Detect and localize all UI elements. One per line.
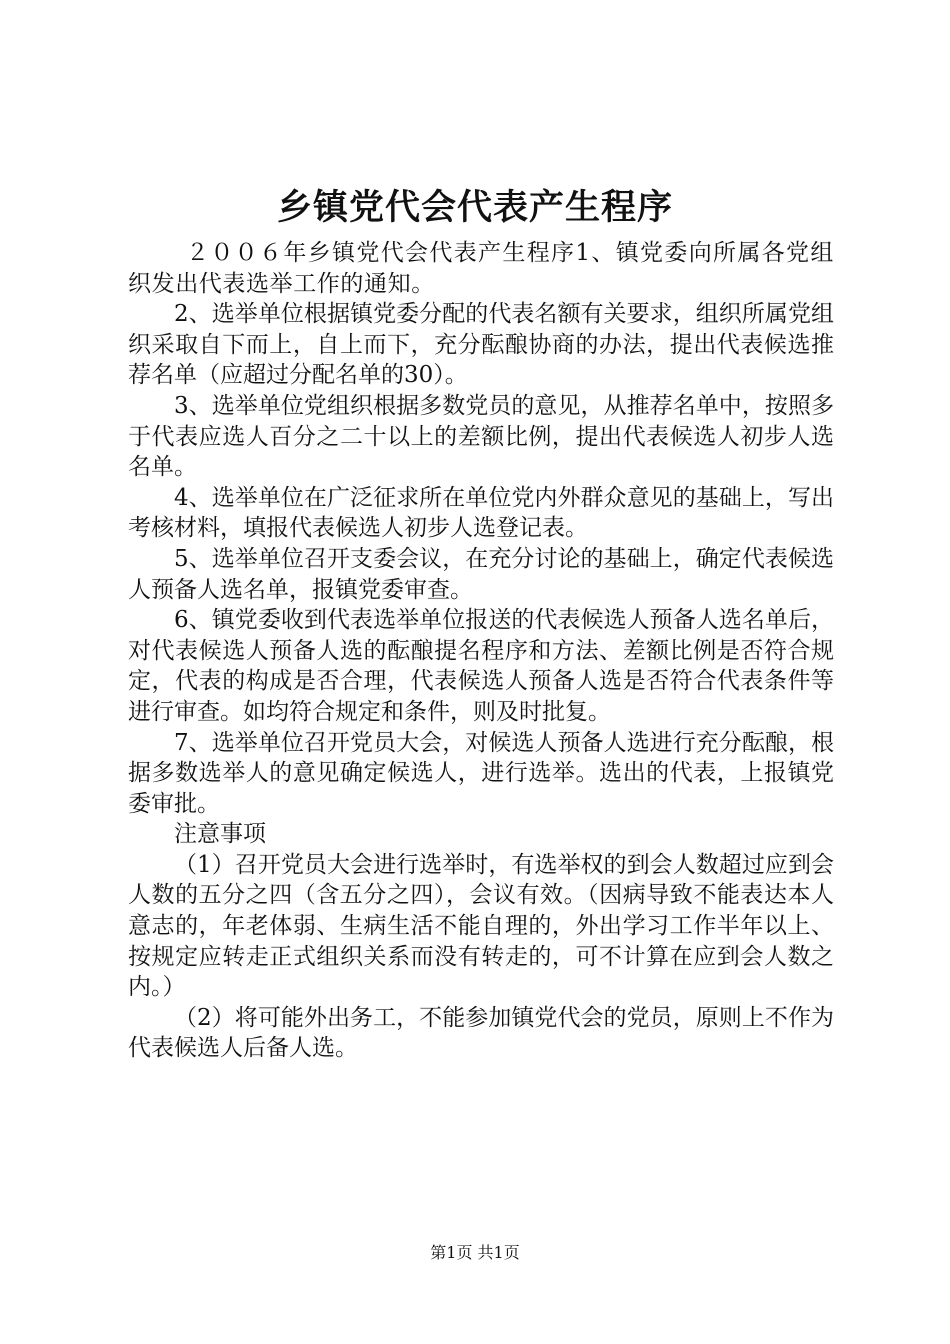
paragraph-intro: ２００６年乡镇党代会代表产生程序1、镇党委向所属各党组织发出代表选举工作的通知。 — [128, 240, 834, 297]
paragraph-step-3: 3、选举单位党组织根据多数党员的意见，从推荐名单中，按照多于代表应选人百分之二十以上的差额比例，提出代表候选人初步人选名单。 — [128, 392, 834, 481]
paragraph-step-7: 7、选举单位召开党员大会，对候选人预备人选进行充分酝酿，根据多数选举人的意见确定候选人，进行选举。选出的代表，上报镇党委审批。 — [128, 729, 834, 817]
paragraph-step-5: 5、选举单位召开支委会议，在充分讨论的基础上，确定代表候选人预备人选名单，报镇党委审查。 — [128, 545, 834, 603]
paragraph-step-6: 6、镇党委收到代表选举单位报送的代表候选人预备人选名单后，对代表候选人预备人选的酝酿提名程序和方法、差额比例是否符合规定，代表的构成是否合理，代表候选人预备人选是否符合代表条件等进行审查。如均符合规定和条件，则及时批复。 — [128, 607, 834, 725]
paragraph-step-2: 2、选举单位根据镇党委分配的代表名额有关要求，组织所属党组织采取自下而上，自上而下，充分酝酿协商的办法，提出代表候选推荐名单（应超过分配名单的30）。 — [128, 301, 834, 389]
document-body — [128, 238, 834, 1064]
page-footer: 第1页 共1页 — [430, 1243, 520, 1262]
paragraph-step-4: 4、选举单位在广泛征求所在单位党内外群众意见的基础上，写出考核材料，填报代表候选人初步人选登记表。 — [128, 484, 834, 542]
paragraph-note-2: （2）将可能外出务工，不能参加镇党代会的党员，原则上不作为代表候选人后备人选。 — [128, 1004, 834, 1062]
paragraph-note-1: （1）召开党员大会进行选举时，有选举权的到会人数超过应到会人数的五分之四（含五分之四），会议有效。（因病导致不能表达本人意志的，年老体弱、生病生活不能自理的，外出学习工作半年以上、按规定应转走正式组织关系而没有转走的，可不计算在应到会人数之内。） — [128, 851, 834, 1001]
document-title: 乡镇党代会代表产生程序 — [276, 187, 673, 228]
notes-heading: 注意事项 — [174, 821, 266, 848]
